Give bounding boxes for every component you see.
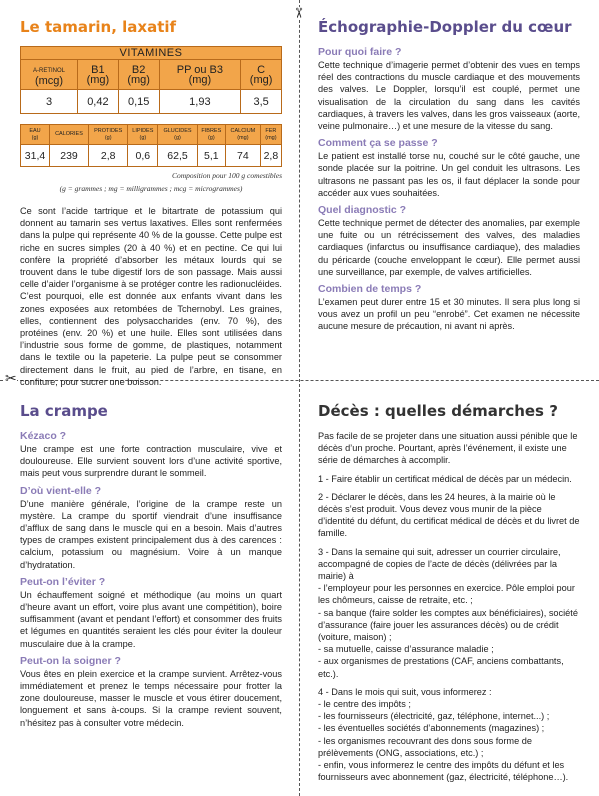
echo-sections [318, 46, 580, 333]
vitamin-value: 1,93 [159, 90, 241, 114]
deces-paragraph: 3 - Dans la semaine qui suit, adresser un courrier circulaire, accompagné de copies de l’acte de décès (délivrées par la mairie) à - l’employeur pour les personnes en exercice. Pôle emploi pour les chômeurs, caisse de retraite, etc. ; - sa banque (faire solder les comptes aux bénéficiaires), société d’assurance (faire jouer les assurances décès) ou de crédit (voiture, maison) ; - sa mutuelle, caisse d’assurance maladie ; - aux organismes de prestations (CAF, anciens combattants, etc.). [318, 546, 578, 679]
deces-paragraph: Pas facile de se projeter dans une situation aussi pénible que le décès d’un proche. Pourtant, après l’événement, il existe une série de démarches à accomplir. [318, 431, 578, 466]
vitamin-label: B1 (mg) [78, 60, 119, 90]
section-heading: Pour quoi faire ? [318, 46, 402, 58]
section-heading: Comment ça se passe ? [318, 137, 438, 150]
scissors-icon: ✂ [289, 7, 306, 19]
section-text: Un échauffement soigné et méthodique (au moins un quart d’heure avant un effort, voire plus avant une compétition), boire suffisamment (avant et pendant l’effort) et consommer des fruits et légumes en quantités seraient les clés pour éviter la douleur musculaire due à la crampe. [20, 589, 282, 649]
article-body: Ce sont l’acide tartrique et le bitartrate de potassium qui donnent au tamarin ses vertus laxatives. Elles sont renfermées dans la pulpe qui représente 40 % de la gousse. Cette pulpe est riche en sucres simples (20 à 40 %) et en pectine. Ce qui lui confère la propriété d’absorber les métaux lourds qui se trouvent dans le tube digestif lors de son passage. Mais aussi celle d’aider l’organisme à se protéger contre les radionucléides. C’est pourquoi, elle est donnée aux enfants vivant dans les zones exposées aux retombées de Tchernobyl. Les graines, elles, contiennent des polysaccharides (env. 70 %), des protéines (env. 20 %) et une huile. Elles sont utilisées dans l’industrie sous forme de gomme, de plastiques, notamment dans le textile ou la papeterie. La pulpe peut se consommer directement dans le fruit, au pied de l’arbre, en tisane, en confiture, pour sucrer une boisson. [20, 206, 282, 387]
vitamin-label: C (mg) [241, 60, 282, 90]
section-text: Cette technique permet de détecter des anomalies, par exemple une fuite ou un rétrécissement des valves, des maladies cardiaques (infarctus ou insuffisance cardiaque), des maladies du péricarde (couche enveloppant le cœur). Elle permet aussi une surveillance, par exemple, de valves artificielles. [318, 218, 580, 277]
deces-paragraph: 1 - Faire établir un certificat médical de décès par un médecin. [318, 473, 572, 484]
nutrient-value: 239 [50, 145, 89, 167]
section-heading: Kézaco ? [20, 430, 67, 442]
article-title: Échographie-Doppler du cœur [318, 18, 572, 36]
nutrient-label: GLUCIDES (g) [158, 125, 197, 145]
nutrient-value: 5,1 [197, 145, 225, 167]
nutrient-label: LIPIDES (g) [128, 125, 158, 145]
nutrients-table [20, 124, 282, 167]
units-note: (g = grammes ; mg = milligrammes ; mcg = microgrammes) [59, 184, 243, 193]
vitamin-value: 3,5 [241, 90, 282, 114]
section-text: Cette technique d’imagerie permet d’obtenir des vues en temps réel des contractions du muscle cardiaque et des mouvements des valves. Le Doppler, lorsqu’il est couplé, permet une visualisation de la circulation du sang dans les cavités cardiaques, à travers les valves, dans les gros vaisseaux (aorte, veine pulmonaire…) et une mesure de la vitesse du sang. [318, 60, 580, 132]
article-title: Le tamarin, laxatif [20, 18, 177, 36]
section-text: L’examen peut durer entre 15 et 30 minutes. Il sera plus long si vous avez un profil un peu “enrobé”. Cet examen ne nécessite aucune mesure de précaution, ni avant ni après. [318, 297, 580, 332]
echo-article [318, 18, 580, 368]
nutrient-value: 31,4 [21, 145, 50, 167]
tamarin-article [20, 18, 282, 387]
nutrient-label: FIBRES (g) [197, 125, 225, 145]
section-heading: Combien de temps ? [318, 283, 422, 296]
nutrient-value: 62,5 [158, 145, 197, 167]
deces-paragraph: 4 - Dans le mois qui suit, vous informerez : - le centre des impôts ; - les fournisseurs (électricité, gaz, téléphone, internet...) ; - les éventuelles sociétés d’abonnements (magazines) ; - les organismes recouvrant des dons sous forme de prélèvements (ONG, associations, etc.) ; - enfin, vous informerez le centre des impôts du défunt et les fournisseurs avec abonnement (gaz, électricité, téléphone…). [318, 686, 569, 783]
deces-paragraphs [318, 430, 580, 783]
section-heading: Quel diagnostic ? [318, 204, 407, 217]
vitamin-value: 0,15 [118, 90, 159, 114]
article-title: La crampe [20, 402, 108, 420]
nutrient-label: FER (mg) [260, 125, 281, 145]
section-text: D’une manière générale, l’origine de la crampe reste un mystère. La crampe du sportif viendrait d’une insuffisance d’afflux de sang dans le muscle qui en a besoin. Mais d’autres types de crampes existent principalement dus à des carences : calcium, potassium ou magnésium. Voire à un manque d’hydratation. [20, 498, 282, 570]
scissors-icon: ✂ [5, 371, 17, 387]
vitamins-header: VITAMINES [21, 47, 282, 60]
vitamins-table [20, 46, 282, 114]
section-text: Le patient est installé torse nu, couché sur le côté gauche, une sonde placée sur la poitrine. Un gel conduit les ultrasons. Les ultrasons ne passant pas les os, il faut déplacer la sonde pour accéder aux vues souhaitées. [318, 151, 580, 198]
cut-line-vertical [299, 0, 300, 796]
section-heading: Peut-on la soigner ? [20, 654, 121, 667]
crampe-article [20, 402, 282, 796]
composition-note: Composition pour 100 g comestibles [172, 171, 282, 180]
nutrient-label: EAU (g) [21, 125, 50, 145]
nutrient-value: 2,8 [89, 145, 128, 167]
section-heading: D’où vient-elle ? [20, 484, 102, 497]
vitamin-label: PP ou B3 (mg) [159, 60, 241, 90]
nutrient-label: CALORIES [50, 125, 89, 145]
section-text: Une crampe est une forte contraction musculaire, vive et douloureuse. Elle survient souvent lors d’une activité sportive, mais peut vous surprendre durant le sommeil. [20, 444, 282, 479]
vitamin-label: B2 (mg) [118, 60, 159, 90]
vitamin-value: 3 [21, 90, 78, 114]
nutrient-label: CALCIUM (mg) [225, 125, 260, 145]
nutrient-value: 74 [225, 145, 260, 167]
section-text: Vous êtes en plein exercice et la crampe survient. Arrêtez-vous immédiatement et prenez le temps nécessaire pour frotter la zone douloureuse, masser le muscle et vous étirer doucement, longuement et sans à-coups. Si la crampe revient souvent, n’hésitez pas à consulter votre médecin. [20, 668, 282, 728]
vitamin-value: 0,42 [78, 90, 119, 114]
section-heading: Peut-on l’éviter ? [20, 575, 106, 588]
nutrient-label: PROTIDES (g) [89, 125, 128, 145]
vitamin-label: A-RETINOL (mcg) [21, 60, 78, 90]
deces-paragraph: 2 - Déclarer le décès, dans les 24 heures, à la mairie où le décès s’est produit. Vous devez vous munir de la pièce d’identité du défunt, du certificat médical de décès et du livret de famille. [318, 491, 580, 539]
nutrient-value: 0,6 [128, 145, 158, 167]
article-title: Décès : quelles démarches ? [318, 402, 558, 420]
nutrient-value: 2,8 [260, 145, 281, 167]
deces-article [318, 402, 580, 796]
crampe-sections [20, 430, 282, 729]
